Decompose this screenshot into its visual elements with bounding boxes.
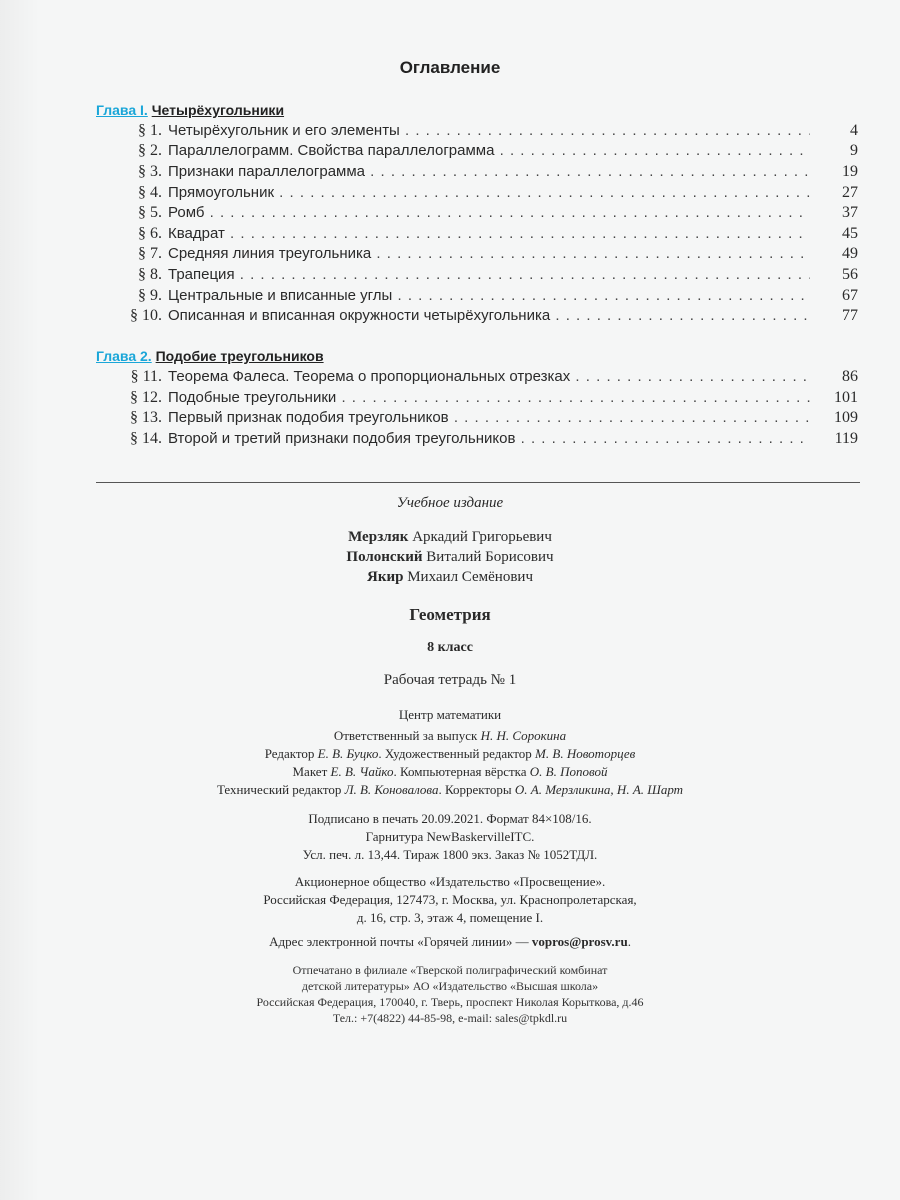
section-number: § 14. <box>130 430 162 447</box>
credit-role: Художественный редактор <box>384 746 532 761</box>
author-surname: Якир <box>367 569 404 585</box>
credit-name: Л. В. Коновалова <box>344 782 439 797</box>
section-title: Первый признак подобия треугольников . . . <box>168 408 810 428</box>
author-surname: Полонский <box>346 549 423 565</box>
chapter-heading <box>96 102 284 118</box>
toc-entry <box>110 121 858 141</box>
toc-entry <box>110 224 858 244</box>
section-title: Теорема Фалеса. Теорема о пропорциональных отрезках . . . <box>168 367 810 387</box>
credit-line: Макет Е. В. Чайко. Компьютерная вёрстка О. В. Поповой <box>292 764 608 779</box>
toc-entry <box>110 265 858 285</box>
author-line <box>0 569 900 586</box>
chapter-name: Подобие треугольников <box>155 348 324 364</box>
section-number: § 5. <box>138 204 162 221</box>
chapter-name: Четырёхугольники <box>151 102 285 118</box>
page-number: 56 <box>842 266 858 283</box>
section-number: § 7. <box>138 245 162 262</box>
hotline-email-line <box>0 934 900 950</box>
credit-role: Корректоры <box>444 782 512 797</box>
section-number: § 6. <box>138 225 162 242</box>
section-number: § 12. <box>130 389 162 406</box>
toc-entry <box>110 306 858 326</box>
section-number: § 11. <box>130 368 162 385</box>
credit-line: Редактор Е. В. Буцко. Художественный редактор М. В. Новоторцев <box>264 746 636 761</box>
toc-entry <box>110 162 858 182</box>
credit-role: Редактор <box>264 746 315 761</box>
credit-line <box>0 728 900 744</box>
page-number: 101 <box>834 389 858 406</box>
publisher-line: д. 16, стр. 3, этаж 4, помещение I. <box>356 910 544 925</box>
section-number: § 2. <box>138 142 162 159</box>
print-info-line: Подписано в печать 20.09.2021. Формат 84×108/16. <box>308 811 592 826</box>
publishing-center: Центр математики <box>398 707 502 722</box>
credit-name: Е. В. Буцко <box>317 746 379 761</box>
section-title: Второй и третий признаки подобия треугольников . . . <box>168 429 810 449</box>
hotline-email: vopros@prosv.ru <box>531 934 628 949</box>
section-number: § 1. <box>138 122 162 139</box>
page-number: 49 <box>842 245 858 262</box>
author-given-name: Михаил Семёнович <box>407 569 533 585</box>
toc-entry <box>110 367 858 387</box>
author-surname: Мерзляк <box>348 529 409 545</box>
publisher-line: Акционерное общество «Издательство «Просвещение». <box>294 874 606 889</box>
credit-name: О. А. Мерзликина, Н. А. Шарт <box>514 782 684 797</box>
toc-entry <box>110 388 858 408</box>
book-title: Геометрия <box>409 605 491 624</box>
section-number: § 9. <box>138 287 162 304</box>
credit-name: М. В. Новоторцев <box>535 746 636 761</box>
section-number: § 13. <box>130 409 162 426</box>
section-number: § 4. <box>138 184 162 201</box>
section-title: Подобные треугольники . . . <box>168 388 810 408</box>
page-number: 4 <box>850 122 858 139</box>
credit-name: Н. Н. Сорокина <box>480 728 567 743</box>
section-number: § 8. <box>138 266 162 283</box>
author-given-name: Виталий Борисович <box>426 549 554 565</box>
publisher-line: Российская Федерация, 127473, г. Москва, ул. Краснопролетарская, <box>263 892 637 907</box>
section-title: Квадрат . . . <box>168 224 810 244</box>
printer-line: детской литературы» АО «Издательство «Высшая школа» <box>301 979 599 993</box>
page-number: 9 <box>850 142 858 159</box>
section-number: § 10. <box>130 307 162 324</box>
credit-role: Компьютерная вёрстка <box>399 764 527 779</box>
chapter-number: Глава I. <box>96 102 148 118</box>
hotline-email-label: Адрес электронной почты «Горячей линии» — <box>269 934 529 949</box>
divider <box>96 482 860 483</box>
page-number: 19 <box>842 163 858 180</box>
toc-entry <box>110 286 858 306</box>
section-title: Признаки параллелограмма . . . <box>168 162 810 182</box>
section-title: Средняя линия треугольника . . . <box>168 244 810 264</box>
print-info-line: Усл. печ. л. 13,44. Тираж 1800 экз. Заказ № 1052ТДЛ. <box>302 847 598 862</box>
toc-entry <box>110 203 858 223</box>
section-title: Описанная и вписанная окружности четырёхугольника . . . <box>168 306 810 326</box>
toc-entry <box>110 429 858 449</box>
author-given-name: Аркадий Григорьевич <box>412 529 552 545</box>
page-number: 109 <box>834 409 858 426</box>
toc-entry <box>110 244 858 264</box>
page-number: 27 <box>842 184 858 201</box>
credit-role: Технический редактор <box>216 782 342 797</box>
toc-entry <box>110 408 858 428</box>
printer-line: Отпечатано в филиале «Тверской полиграфический комбинат <box>292 963 608 977</box>
printer-line: Тел.: +7(4822) 44-85-98, e-mail: sales@tpkdl.ru <box>332 1011 568 1025</box>
grade: 8 класс <box>427 640 473 655</box>
page-number: 37 <box>842 204 858 221</box>
page-number: 86 <box>842 368 858 385</box>
toc-entry <box>110 141 858 161</box>
print-info-line: Гарнитура NewBaskervilleITC. <box>365 829 535 844</box>
credit-line: Технический редактор Л. В. Коновалова. Корректоры О. А. Мерзликина, Н. А. Шарт <box>216 782 684 797</box>
chapter-heading <box>96 348 324 364</box>
section-title: Центральные и вписанные углы . . . <box>168 286 810 306</box>
section-title: Четырёхугольник и его элементы . . . <box>168 121 810 141</box>
credit-role: Макет <box>292 764 328 779</box>
toc-entry <box>110 183 858 203</box>
chapter-number: Глава 2. <box>96 348 152 364</box>
author-line <box>0 549 900 566</box>
toc-title: Оглавление <box>399 58 501 77</box>
page-number: 67 <box>842 287 858 304</box>
printer-line: Российская Федерация, 170040, г. Тверь, проспект Николая Корыткова, д.46 <box>256 995 644 1009</box>
credit-role: Ответственный за выпуск <box>333 728 478 743</box>
page-number: 45 <box>842 225 858 242</box>
section-title: Трапеция . . . <box>168 265 810 285</box>
sentence-end: . <box>627 934 631 949</box>
section-number: § 3. <box>138 163 162 180</box>
workbook-number: Рабочая тетрадь № 1 <box>383 672 517 688</box>
credit-name: О. В. Поповой <box>529 764 608 779</box>
section-title: Ромб . . . <box>168 203 810 223</box>
author-line <box>0 529 900 546</box>
section-title: Параллелограмм. Свойства параллелограмма . . . <box>168 141 810 161</box>
section-title: Прямоугольник . . . <box>168 183 810 203</box>
page-number: 119 <box>834 430 858 447</box>
page-number: 77 <box>842 307 858 324</box>
edition-type: Учебное издание <box>396 495 504 511</box>
credit-name: Е. В. Чайко <box>330 764 394 779</box>
